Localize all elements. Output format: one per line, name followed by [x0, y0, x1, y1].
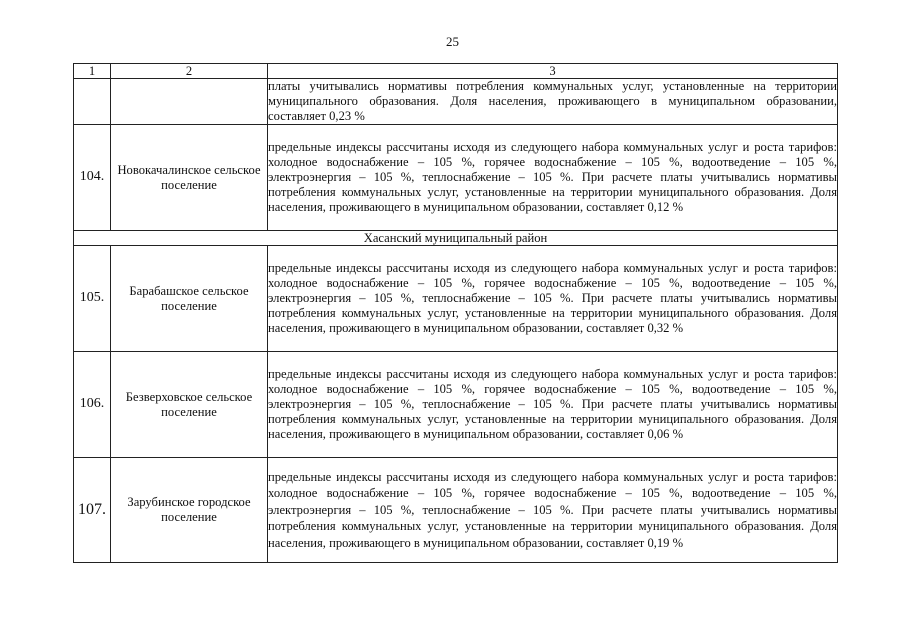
- row-description: предельные индексы рассчитаны исходя из следующего набора коммунальных услуг и роста тарифов: холодное водоснабжение – 105 %, горячее водоснабжение – 105 %, водоотведение – 105 %, электроэнергия – 105 %, теплоснабжение – 105 %. При расчете платы учитывались нормативы потребления коммунальных услуг, установленные на территории муниципального образования. Доля населения, проживающего в муниципальном образовании, составляет 0,12 %: [268, 125, 838, 231]
- header-col-3: 3: [268, 64, 838, 79]
- table-row: [74, 352, 838, 458]
- settlement-name: Новокачалинское сельское поселение: [111, 125, 268, 231]
- header-col-1: 1: [74, 64, 111, 79]
- row-description: предельные индексы рассчитаны исходя из следующего набора коммунальных услуг и роста тарифов: холодное водоснабжение – 105 %, горячее водоснабжение – 105 %, водоотведение – 105 %, электроэнергия – 105 %, теплоснабжение – 105 %. При расчете платы учитывались нормативы потребления коммунальных услуг, установленные на территории муниципального образования. Доля населения, проживающего в муниципальном образовании, составляет 0,32 %: [268, 246, 838, 352]
- page-number: 25: [446, 34, 459, 49]
- table-row-continuation: [74, 79, 838, 125]
- row-description: платы учитывались нормативы потребления коммунальных услуг, установленные на территории муниципального образования. Доля населения, проживающего в муниципальном образовании, составляет 0,23 %: [268, 79, 837, 123]
- row-number: 104.: [74, 125, 111, 231]
- row-number-cell: [74, 79, 111, 125]
- district-name: Хасанский муниципальный район: [74, 231, 838, 246]
- settlement-name: Безверховское сельское поселение: [111, 352, 268, 458]
- table-row: [74, 125, 838, 231]
- row-description: предельные индексы рассчитаны исходя из следующего набора коммунальных услуг и роста тарифов: холодное водоснабжение – 105 %, горячее водоснабжение – 105 %, водоотведение – 105 %, электроэнергия – 105 %, теплоснабжение – 105 %. При расчете платы учитывались нормативы потребления коммунальных услуг, установленные на территории муниципального образования. Доля населения, проживающего в муниципальном образовании, составляет 0,06 %: [268, 352, 838, 458]
- settlement-name-cell: [111, 79, 268, 125]
- row-description: предельные индексы рассчитаны исходя из следующего набора коммунальных услуг и роста тарифов: холодное водоснабжение – 105 %, горячее водоснабжение – 105 %, водоотведение – 105 %, электроэнергия – 105 %, теплоснабжение – 105 %. При расчете платы учитывались нормативы потребления коммунальных услуг, установленные на территории муниципального образования. Доля населения, проживающего в муниципальном образовании, составляет 0,19 %: [268, 458, 838, 563]
- table-row: [74, 246, 838, 352]
- settlement-name: Зарубинское городское поселение: [111, 458, 268, 563]
- settlement-name: Барабашское сельское поселение: [111, 246, 268, 352]
- header-col-2: 2: [111, 64, 268, 79]
- row-number: 107.: [74, 458, 111, 563]
- tariff-table: [73, 63, 838, 563]
- table-row: [74, 458, 838, 563]
- row-number: 106.: [74, 352, 111, 458]
- row-number: 105.: [74, 246, 111, 352]
- table-header-row: [74, 64, 838, 79]
- district-row: [74, 231, 838, 246]
